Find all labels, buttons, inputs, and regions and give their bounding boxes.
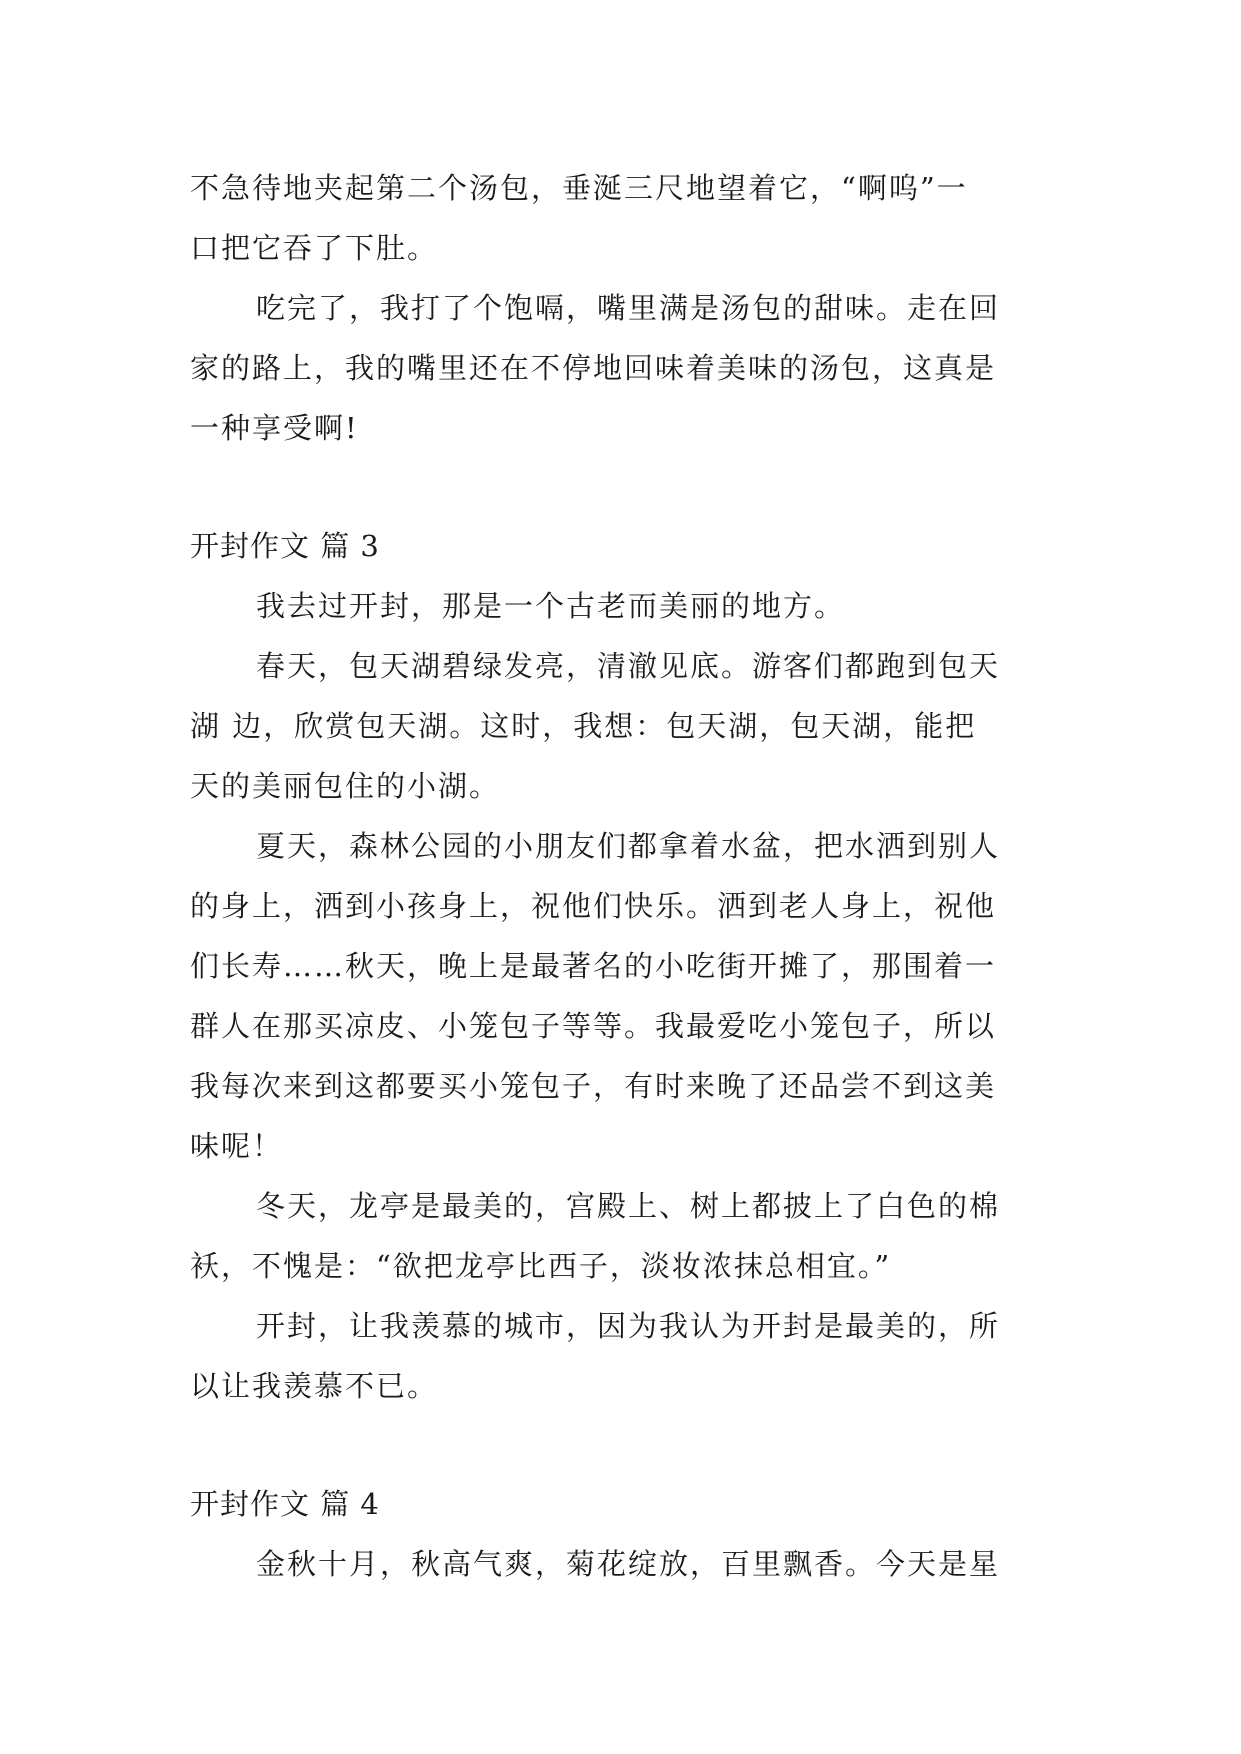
text-line: 们长寿……秋天，晚上是最著名的小吃街开摊了，那围着一 xyxy=(190,949,997,983)
text-line: 味呢！ xyxy=(190,1129,284,1163)
text-line: 家的路上，我的嘴里还在不停地回味着美味的汤包，这真是 xyxy=(190,351,997,385)
text-line: 袄，不愧是：“欲把龙亭比西子，淡妆浓抹总相宜。” xyxy=(190,1249,892,1283)
paragraph xyxy=(190,1534,1052,1594)
text-line: 以让我羡慕不已。 xyxy=(190,1369,439,1403)
text-line: 的身上，洒到小孩身上，祝他们快乐。洒到老人身上，祝他 xyxy=(190,889,997,923)
document-page xyxy=(190,158,1052,1594)
text-line: 我每次来到这都要买小笼包子，有时来晚了还品尝不到这美 xyxy=(190,1069,997,1103)
text-line: 我去过开封，那是一个古老而美丽的地方。 xyxy=(256,589,846,623)
text-line: 天的美丽包住的小湖。 xyxy=(190,769,501,803)
text-line: 一种享受啊! xyxy=(190,411,359,445)
paragraph xyxy=(190,1176,1052,1296)
text-line: 群人在那买凉皮、小笼包子等等。我最爱吃小笼包子，所以 xyxy=(190,1009,997,1043)
paragraph xyxy=(190,158,1052,278)
text-line: 冬天，龙亭是最美的，宫殿上、树上都披上了白色的棉 xyxy=(256,1189,1001,1223)
paragraph xyxy=(190,1296,1052,1416)
section-gap xyxy=(190,458,1052,516)
paragraph xyxy=(190,576,1052,636)
text-line: 吃完了，我打了个饱嗝，嘴里满是汤包的甜味。走在回 xyxy=(256,291,1001,325)
text-line: 口把它吞了下肚。 xyxy=(190,231,439,265)
section-gap xyxy=(190,1416,1052,1474)
text-line: 夏天，森林公园的小朋友们都拿着水盆，把水洒到别人 xyxy=(256,829,1001,863)
text-line: 春天，包天湖碧绿发亮，清澈见底。游客们都跑到包天 xyxy=(256,649,1001,683)
text-line: 开封，让我羡慕的城市，因为我认为开封是最美的，所 xyxy=(256,1309,1001,1343)
text-line: 金秋十月，秋高气爽，菊花绽放，百里飘香。今天是星 xyxy=(256,1547,1001,1581)
text-line: 不急待地夹起第二个汤包，垂涎三尺地望着它，“啊呜”一 xyxy=(190,171,968,205)
paragraph xyxy=(190,816,1052,1176)
paragraph xyxy=(190,636,1052,816)
section-heading: 开封作文 篇 4 xyxy=(190,1487,380,1521)
paragraph xyxy=(190,278,1052,458)
section-heading: 开封作文 篇 3 xyxy=(190,529,380,563)
text-line: 湖 边，欣赏包天湖。这时，我想：包天湖，包天湖，能把 xyxy=(190,709,977,743)
